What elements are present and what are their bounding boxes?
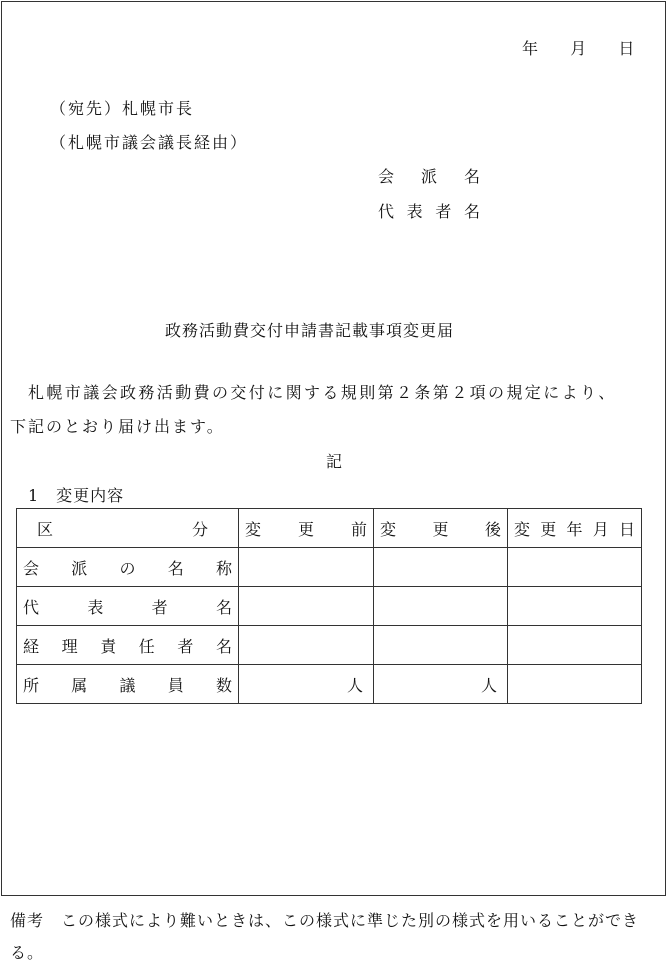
- cell-before-members[interactable]: 人: [239, 665, 374, 704]
- cell-change-date[interactable]: [508, 587, 642, 626]
- cell-before[interactable]: [239, 548, 374, 587]
- row-label-member-count: 所 属 議 員 数: [17, 665, 239, 704]
- row-label-accounting-officer: 経 理 責 任 者 名: [17, 626, 239, 665]
- cell-change-date[interactable]: [508, 665, 642, 704]
- recipient-via-chair: （札幌市議会議長経由）: [50, 133, 249, 152]
- table-row: [17, 665, 642, 704]
- table-row: [17, 587, 642, 626]
- ki-heading: 記: [326, 452, 343, 471]
- document-title: 政務活動費交付申請書記載事項変更届: [165, 321, 455, 340]
- cell-after-members[interactable]: 人: [374, 665, 508, 704]
- cell-after[interactable]: [374, 587, 508, 626]
- section-heading: 1 変更内容: [28, 486, 125, 505]
- representative-label: 代 表 者 名: [378, 202, 480, 221]
- body-line-2: 下記のとおり届け出ます。: [10, 417, 225, 436]
- table-header-row: [17, 509, 642, 548]
- date-month: 月: [570, 39, 587, 58]
- table-row: [17, 548, 642, 587]
- table-row: [17, 626, 642, 665]
- cell-after[interactable]: [374, 626, 508, 665]
- remark-note: 備考 この様式により難いときは、この様式に準じた別の様式を用いることができる。: [10, 911, 640, 962]
- cell-change-date[interactable]: [508, 626, 642, 665]
- row-label-representative: 代 表 者 名: [17, 587, 239, 626]
- recipient-mayor: （宛先）札幌市長: [50, 99, 195, 118]
- header-before: 変 更 前: [239, 509, 374, 548]
- date-line: [522, 36, 634, 59]
- body-line-1: 札幌市議会政務活動費の交付に関する規則第２条第２項の規定により、: [28, 383, 617, 402]
- date-day: 日: [618, 39, 635, 58]
- cell-before[interactable]: [239, 587, 374, 626]
- cell-change-date[interactable]: [508, 548, 642, 587]
- row-label-faction-name: 会 派 の 名 称: [17, 548, 239, 587]
- header-change-date: 変 更 年 月 日: [508, 509, 642, 548]
- change-table: [16, 508, 642, 704]
- cell-after[interactable]: [374, 548, 508, 587]
- header-category: 区 分: [17, 509, 239, 548]
- header-after: 変 更 後: [374, 509, 508, 548]
- faction-name-label: 会 派 名: [378, 167, 480, 186]
- cell-before[interactable]: [239, 626, 374, 665]
- date-year: 年: [522, 39, 539, 58]
